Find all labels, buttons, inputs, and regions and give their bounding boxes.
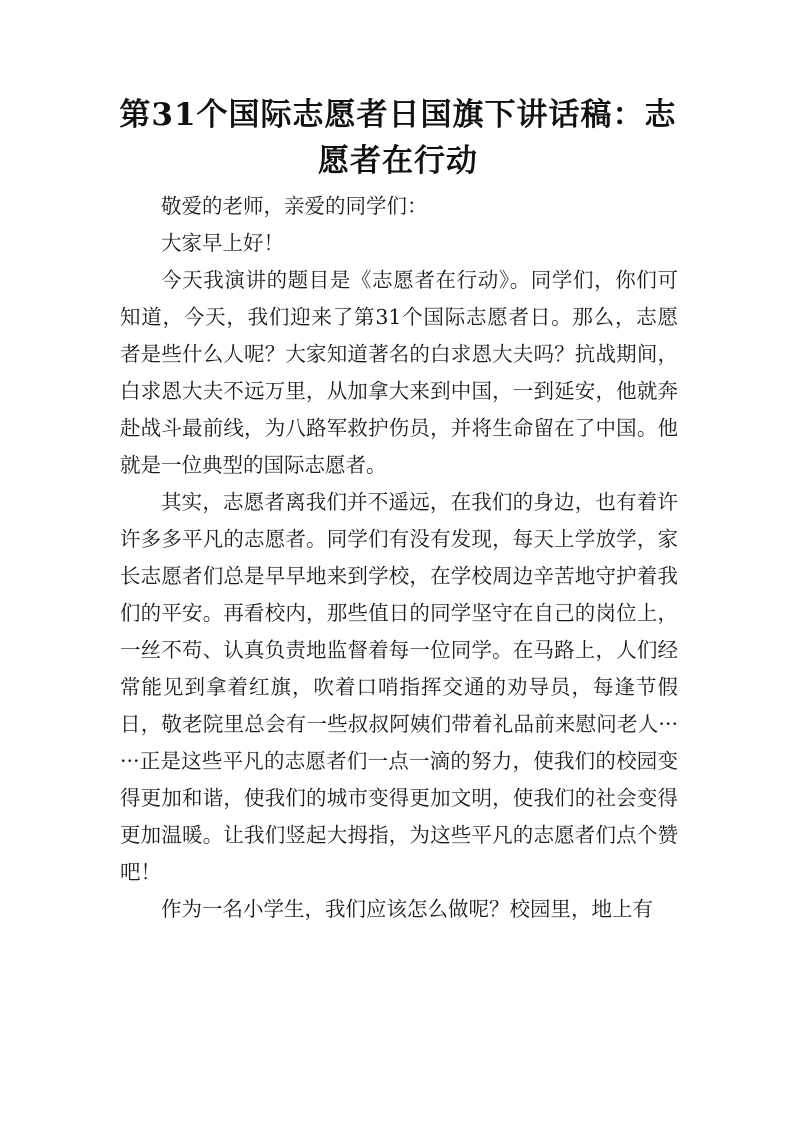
paragraph-topic-intro: 今天我演讲的题目是《志愿者在行动》。同学们，你们可知道，今天，我们迎来了第31个国际志愿者日。那么，志愿者是些什么人呢？大家知道著名的白求恩大夫吗？抗战期间，白求恩大夫不远万里，从加拿大来到中国，一到延安，他就奔赴战斗最前线，为八路军救护伤员，并将生命留在了中国。他就是一位典型的国际志愿者。: [120, 268, 678, 477]
paragraph-good-morning: 大家早上好！: [161, 231, 284, 255]
document-body: [120, 188, 678, 928]
paragraph-greeting: 敬爱的老师，亲爱的同学们：: [161, 194, 428, 218]
paragraph-volunteers-around-us: 其实，志愿者离我们并不遥远，在我们的身边，也有着许许多多平凡的志愿者。同学们有没有发现，每天上学放学，家长志愿者们总是早早地来到学校，在学校周边辛苦地守护着我们的平安。再看校内，那些值日的同学坚守在自己的岗位上，一丝不苟、认真负责地监督着每一位同学。在马路上，人们经常能见到拿着红旗，吹着口哨指挥交通的劝导员，每逢节假日，敬老院里总会有一些叔叔阿姨们带着礼品前来慰问老人······正是这些平凡的志愿者们一点一滴的努力，使我们的校园变得更加和谐，使我们的城市变得更加文明，使我们的社会变得更加温暖。让我们竖起大拇指，为这些平凡的志愿者们点个赞吧！: [120, 490, 678, 884]
document-title: 第31个国际志愿者日国旗下讲话稿：志愿者在行动: [119, 97, 677, 179]
paragraph-what-we-should-do: 作为一名小学生，我们应该怎么做呢？校园里，地上有: [161, 897, 653, 921]
